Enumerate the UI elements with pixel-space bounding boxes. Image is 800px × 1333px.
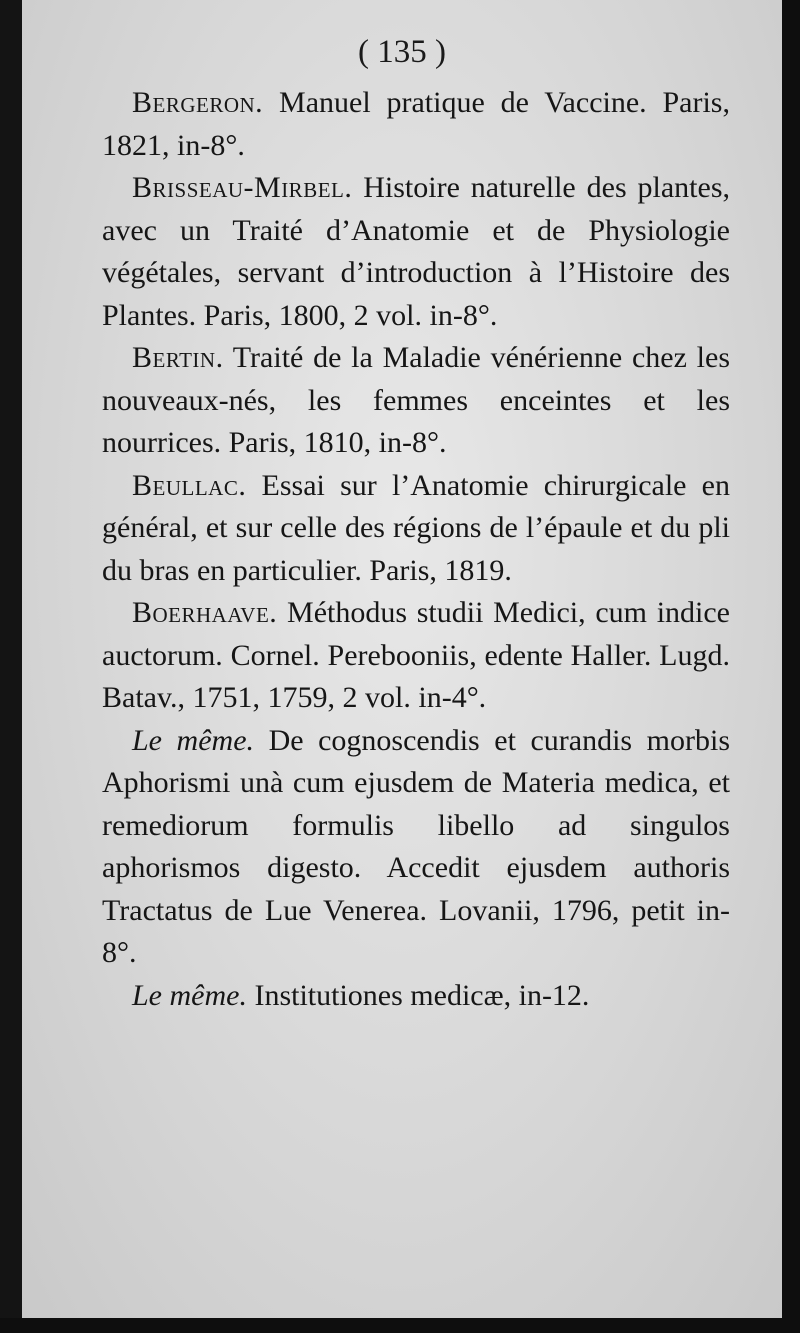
bibliography-entry xyxy=(102,82,730,167)
bibliography-list xyxy=(102,82,730,1017)
entry-author: Bertin. xyxy=(132,341,224,374)
bibliography-entry xyxy=(102,720,730,975)
bibliography-entry xyxy=(102,167,730,337)
bibliography-entry xyxy=(102,465,730,593)
scan-border-bottom xyxy=(0,1318,800,1333)
entry-author: Boerhaave. xyxy=(132,596,278,629)
entry-text: Essai sur l’Anatomie chirurgicale en général, et sur celle des régions de l’épaule et du pli du bras en particulier. Paris, 1819. xyxy=(102,468,730,587)
entry-author: Bergeron. xyxy=(132,86,264,119)
entry-text: Manuel pratique de Vaccine. Paris, 1821, in-8°. xyxy=(102,86,730,162)
bibliography-entry xyxy=(102,337,730,465)
entry-text: De cognoscendis et curandis morbis Aphorismi unà cum ejusdem de Materia medica, et remediorum formulis libello ad singulos aphorismos digesto. Accedit ejusdem authoris Tractatus de Lue Venerea. Lovanii, 1796, petit in-8°. xyxy=(102,723,730,969)
entry-italic-lead: Le même. xyxy=(132,978,247,1012)
entry-text: Histoire naturelle des plantes, avec un Traité d’Anatomie et de Physiologie végétales, servant d’introduction à l’Histoire des Plantes. Paris, 1800, 2 vol. in-8°. xyxy=(102,171,730,332)
entry-author: Brisseau-Mirbel. xyxy=(132,171,353,204)
entry-text: Institutiones medicæ, in-12. xyxy=(246,978,590,1012)
entry-italic-lead: Le même. xyxy=(132,723,255,757)
page-number: ( 135 ) xyxy=(358,34,446,70)
entry-author: Beullac. xyxy=(132,468,247,502)
bibliography-entry xyxy=(102,592,730,720)
bibliography-entry xyxy=(102,975,730,1018)
entry-text: Traité de la Maladie vénérienne chez les nouveaux-nés, les femmes enceintes et les nourrices. Paris, 1810, in-8°. xyxy=(102,341,730,459)
book-page xyxy=(22,0,782,1318)
scan-border-right xyxy=(782,0,800,1333)
entry-text: Méthodus studii Medici, cum indice auctorum. Cornel. Perebooniis, edente Haller. Lugd. Batav., 1751, 1759, 2 vol. in-4°. xyxy=(102,596,730,714)
